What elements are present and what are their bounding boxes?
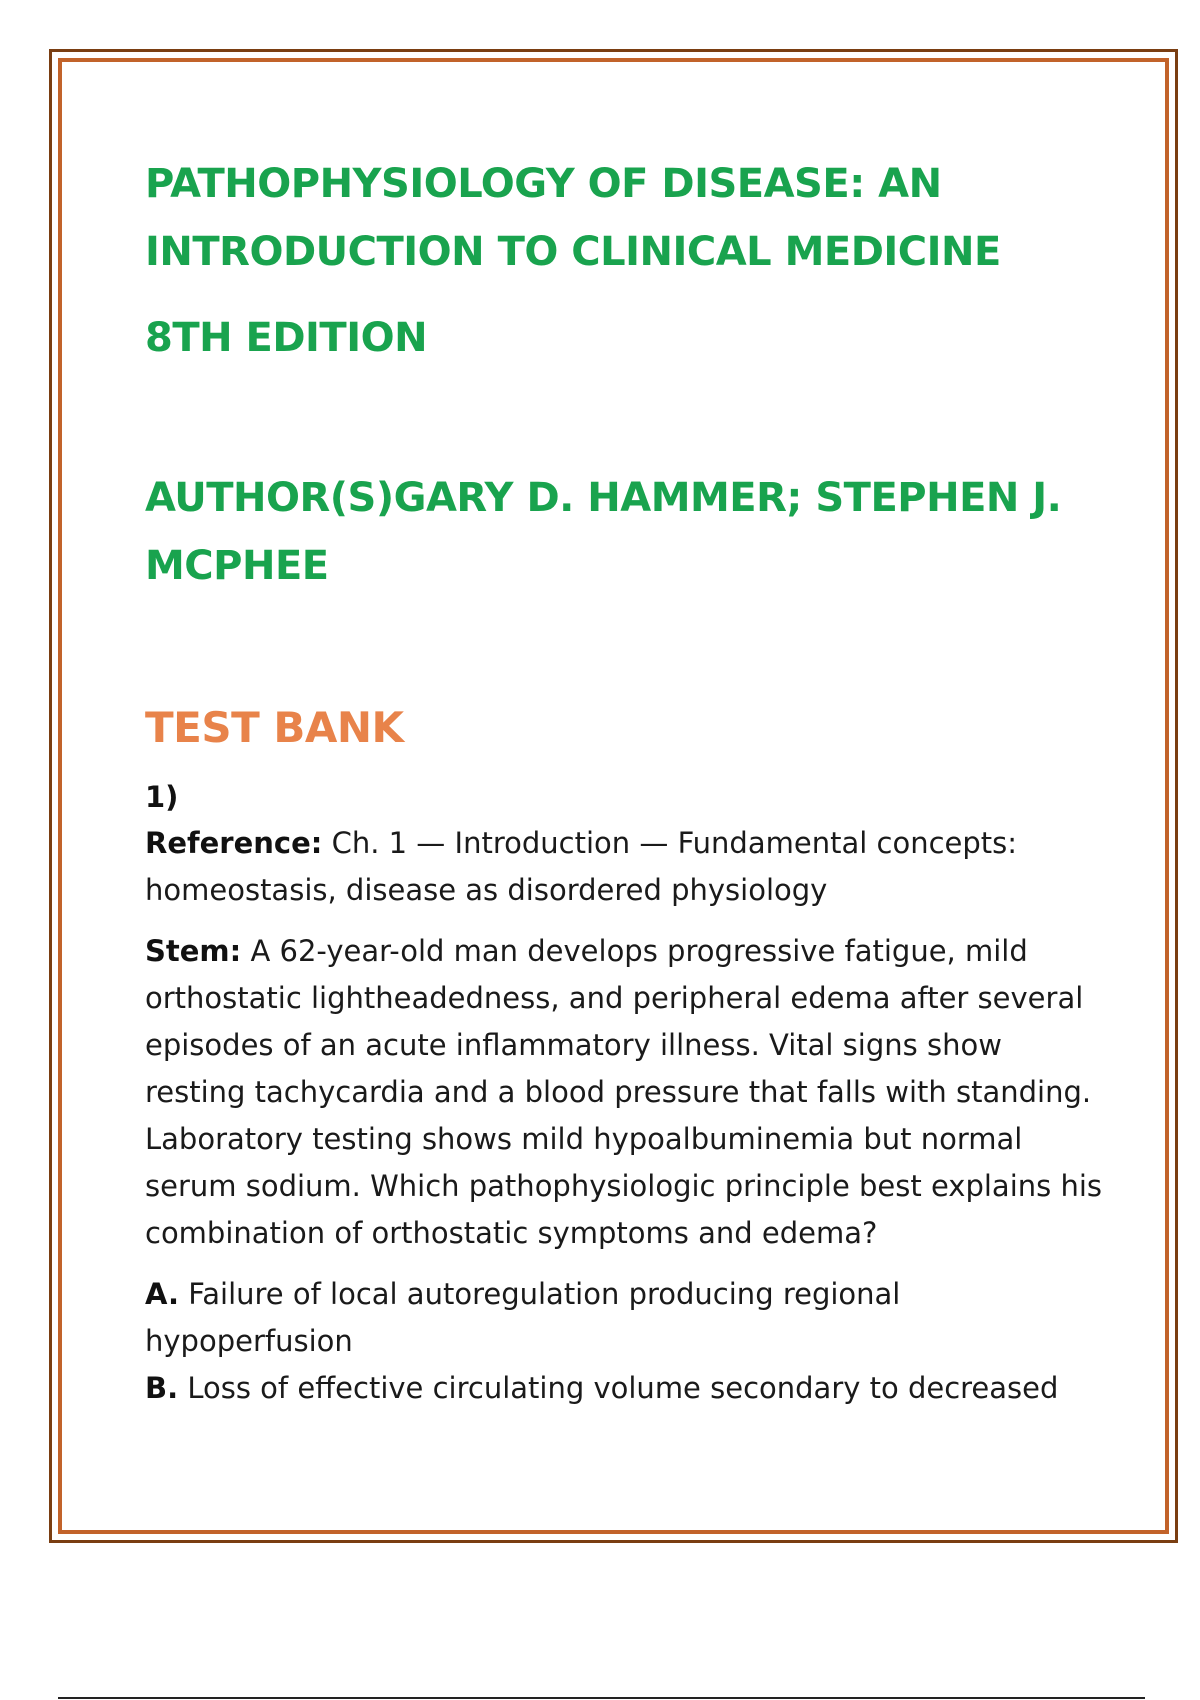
stem-text: A 62-year-old man develops progressive fatigue, mild orthostatic lightheadedness, and peripheral edema after several episodes of an acute inflammatory illness. Vital signs show resting tachycardia and a blood pressure that falls with standing. Laboratory testing shows mild hypoalbuminemia but normal serum sodium. Which pathophysiologic principle best explains his combination of orthostatic symptoms and edema? — [145, 934, 1102, 1250]
answer-options — [145, 1271, 1105, 1412]
question-stem — [145, 928, 1105, 1257]
book-title-line-2: INTRODUCTION TO CLINICAL MEDICINE — [145, 229, 1001, 275]
option-text: Failure of local autoregulation producing regional hypoperfusion — [145, 1277, 901, 1358]
authors-line-2: MCPHEE — [145, 543, 329, 589]
book-title-line-1: PATHOPHYSIOLOGY OF DISEASE: AN — [145, 161, 942, 207]
reference-text: Ch. 1 — Introduction — Fundamental concepts: homeostasis, disease as disordered physiology — [145, 826, 1018, 907]
option-text: Loss of effective circulating volume secondary to decreased — [178, 1371, 1059, 1405]
stem-label: Stem: — [145, 934, 242, 968]
question-reference — [145, 820, 1105, 914]
authors-line-1: AUTHOR(S)GARY D. HAMMER; STEPHEN J. — [145, 475, 1062, 521]
option-letter: A. — [145, 1277, 179, 1311]
book-title — [145, 150, 1105, 286]
page-content — [145, 150, 1105, 1412]
question-number: 1) — [145, 780, 179, 814]
reference-label: Reference: — [145, 826, 323, 860]
section-heading: TEST BANK — [145, 703, 404, 752]
answer-option-b — [145, 1365, 1105, 1412]
authors — [145, 464, 1105, 600]
edition-label: 8TH EDITION — [145, 315, 428, 361]
bottom-divider — [58, 1697, 1145, 1699]
option-letter: B. — [145, 1371, 179, 1405]
answer-option-a — [145, 1271, 1105, 1365]
